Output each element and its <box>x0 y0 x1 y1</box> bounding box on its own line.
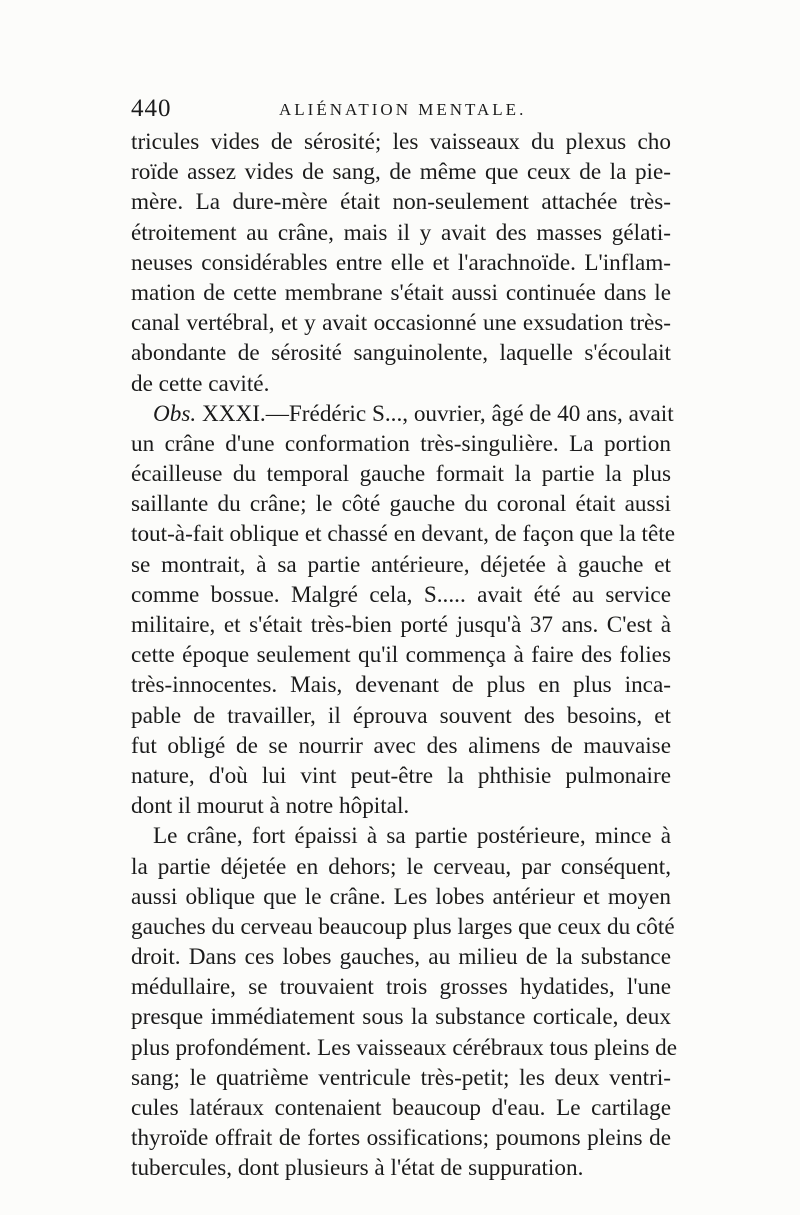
text-line: abondante de sérosité sanguinolente, laquelle s'écoulait <box>131 340 671 367</box>
text-line: très-innocentes. Mais, devenant de plus en plus inca- <box>131 672 671 699</box>
text-line <box>131 399 674 429</box>
text-line: Le crâne, fort épaissi à sa partie postérieure, mince à <box>153 823 671 850</box>
text-line: fut obligé de se nourrir avec des alimens de mauvaise <box>131 732 671 759</box>
body-text <box>131 127 678 1184</box>
text-line: pable de travailler, il éprouva souvent des besoins, et <box>131 702 671 729</box>
text-line: mation de cette membrane s'était aussi continuée dans le <box>131 279 671 306</box>
text-line: mère. La dure-mère était non-seulement attachée très- <box>131 189 671 216</box>
text-line: gauches du cerveau beaucoup plus larges que ceux du côté <box>131 913 675 940</box>
text-line: médullaire, se trouvaient trois grosses hydatides, l'une <box>131 974 671 1001</box>
text-line: tubercules, dont plusieurs à l'état de suppuration. <box>131 1155 584 1182</box>
page-number: 440 <box>131 95 172 122</box>
text-line: droit. Dans ces lobes gauches, au milieu de la substance <box>131 944 671 971</box>
observation-label: Obs. <box>153 400 197 427</box>
text-line: écailleuse du temporal gauche formait la partie la plus <box>131 461 671 488</box>
text-line: plus profondément. Les vaisseaux cérébraux tous pleins de <box>131 1034 678 1061</box>
text-line: se montrait, à sa partie antérieure, déjetée à gauche et <box>131 551 671 578</box>
text-line: cules latéraux contenaient beaucoup d'eau. Le cartilage <box>131 1095 671 1121</box>
text-line: nature, d'où lui vint peut-être la phthisie pulmonaire <box>131 762 671 789</box>
text-line: comme bossue. Malgré cela, S..... avait été au service <box>131 581 671 608</box>
text-line: de cette cavité. <box>131 370 270 397</box>
text-line: presque immédiatement sous la substance corticale, deux <box>131 1004 671 1031</box>
text-line: roïde assez vides de sang, de même que ceux de la pie- <box>131 159 671 186</box>
text-line: étroitement au crâne, mais il y avait des masses gélati- <box>131 219 671 246</box>
text-line: dont il mourut à notre hôpital. <box>131 793 410 820</box>
text-line: canal vertébral, et y avait occasionné une exsudation très- <box>131 310 671 337</box>
text-line: saillante du crâne; le côté gauche du coronal était aussi <box>131 491 671 518</box>
text-line: neuses considérables entre elle et l'arachnoïde. L'inflam- <box>131 249 671 276</box>
text-line: tout-à-fait oblique et chassé en devant, de façon que la tête <box>131 521 676 548</box>
text-line: sang; le quatrième ventricule très-petit; les deux ventri- <box>131 1064 671 1091</box>
text-line: tricules vides de sérosité; les vaisseaux du plexus cho <box>131 129 671 155</box>
text-line: cette époque seulement qu'il commença à faire des folies <box>131 642 671 669</box>
text-line: aussi oblique que le crâne. Les lobes antérieur et moyen <box>131 883 671 910</box>
running-title: ALIÉNATION MENTALE. <box>279 100 527 119</box>
text-line: militaire, et s'était très-bien porté jusqu'à 37 ans. C'est à <box>131 612 671 638</box>
text-line: un crâne d'une conformation très-singulière. La portion <box>131 430 671 457</box>
page-header <box>131 95 671 127</box>
observation-text: XXXI.—Frédéric S..., ouvrier, âgé de 40 ans, avait <box>196 400 674 427</box>
text-line: thyroïde offrait de fortes ossifications; poumons pleins de <box>131 1125 671 1152</box>
text-line: la partie déjetée en dehors; le cerveau, par conséquent, <box>131 853 671 880</box>
